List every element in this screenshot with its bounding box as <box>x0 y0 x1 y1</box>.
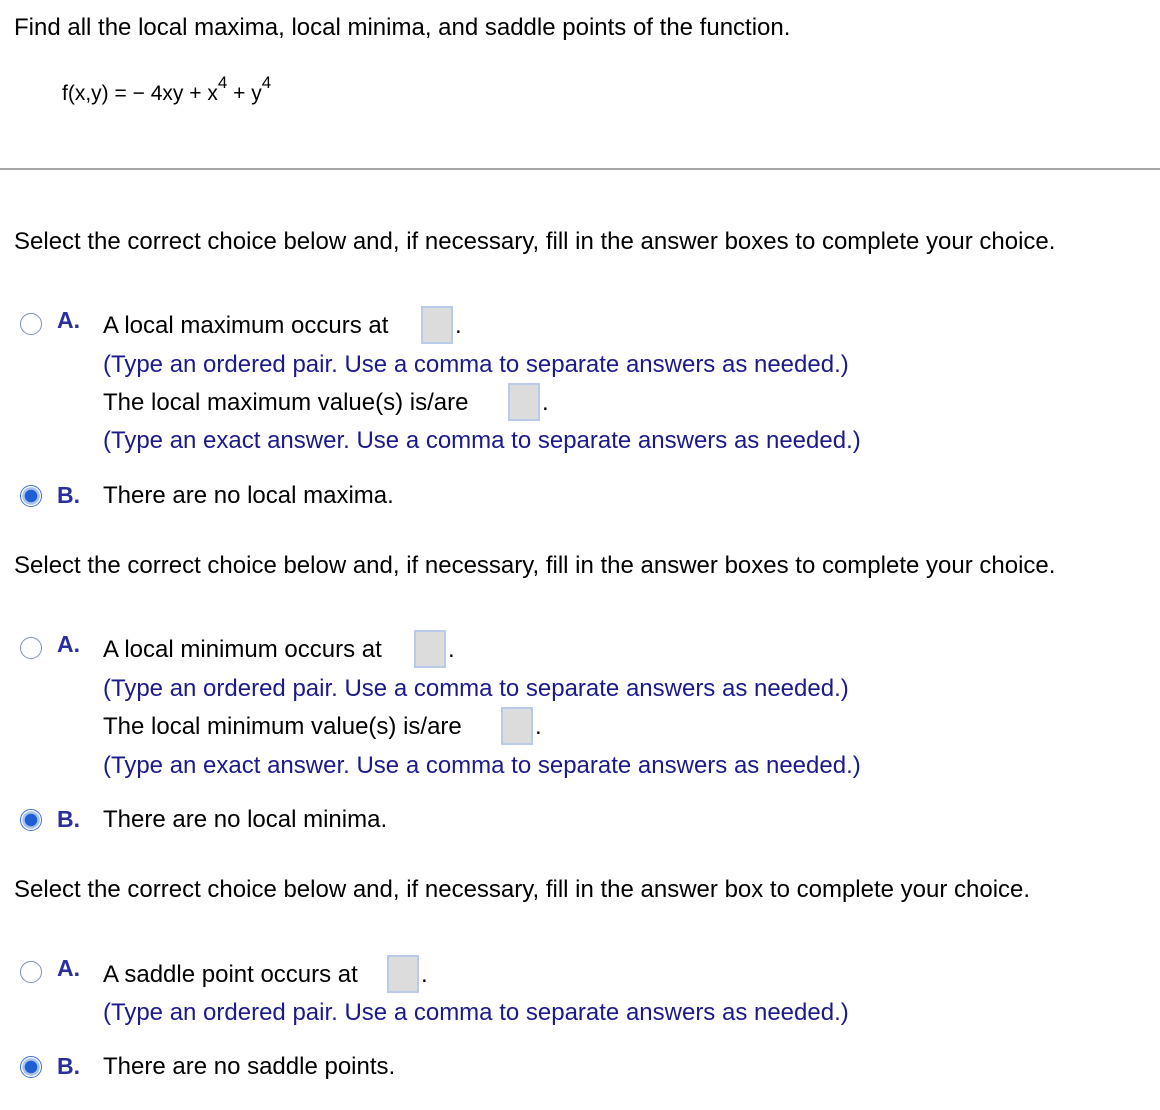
part1-choice-a-radio[interactable] <box>20 313 42 335</box>
part3-choice-a-hint1: (Type an ordered pair. Use a comma to separate answers as needed.) <box>103 999 849 1026</box>
part1-choice-a-letter: A. <box>57 307 80 333</box>
period: . <box>455 312 462 339</box>
part2-instruction: Select the correct choice below and, if necessary, fill in the answer boxes to complete your choice. <box>14 552 1056 579</box>
formula-exp2: 4 <box>261 73 272 92</box>
formula-exp1: 4 <box>217 73 228 92</box>
part1-choice-b-text: There are no local maxima. <box>103 482 394 509</box>
part3-choice-a-letter: A. <box>57 955 80 981</box>
part2-choice-a-line2: The local minimum value(s) is/are <box>103 713 462 740</box>
part2-choice-b-letter: B. <box>57 806 80 832</box>
part1-choice-a-hint2: (Type an exact answer. Use a comma to separate answers as needed.) <box>103 427 861 454</box>
function-formula <box>62 73 272 106</box>
period: . <box>448 636 455 663</box>
formula-lhs: f(x,y) = <box>62 82 127 105</box>
period: . <box>421 961 428 988</box>
question-prompt: Find all the local maxima, local minima, and saddle points of the function. <box>14 14 791 41</box>
part2-local-min-point-input[interactable] <box>414 630 446 668</box>
part1-choice-a-line2: The local maximum value(s) is/are <box>103 389 469 416</box>
part2-local-min-value-input[interactable] <box>501 707 533 745</box>
part2-choice-a-hint1: (Type an ordered pair. Use a comma to separate answers as needed.) <box>103 675 849 702</box>
part3-choice-b-text: There are no saddle points. <box>103 1053 396 1080</box>
part1-choice-b-letter: B. <box>57 482 80 508</box>
part1-instruction: Select the correct choice below and, if necessary, fill in the answer boxes to complete your choice. <box>14 228 1056 255</box>
period: . <box>535 713 542 740</box>
part2-choice-b-radio[interactable] <box>20 809 42 831</box>
part1-local-max-value-input[interactable] <box>508 383 540 421</box>
formula-term2: + y <box>227 82 262 105</box>
part1-choice-a-hint1: (Type an ordered pair. Use a comma to separate answers as needed.) <box>103 351 849 378</box>
part3-choice-b-letter: B. <box>57 1053 80 1079</box>
part1-local-max-point-input[interactable] <box>421 306 453 344</box>
part2-choice-a-hint2: (Type an exact answer. Use a comma to separate answers as needed.) <box>103 752 861 779</box>
part2-choice-a-line1: A local minimum occurs at <box>103 636 382 663</box>
part1-choice-a-line1: A local maximum occurs at <box>103 312 389 339</box>
period: . <box>542 389 549 416</box>
part3-instruction: Select the correct choice below and, if necessary, fill in the answer box to complete your choice. <box>14 876 1031 903</box>
formula-minus: − <box>132 82 145 105</box>
part2-choice-b-text: There are no local minima. <box>103 806 388 833</box>
part1-choice-b-radio[interactable] <box>20 485 42 507</box>
part3-choice-a-radio[interactable] <box>20 961 42 983</box>
formula-term1: 4xy + x <box>150 82 218 105</box>
part2-choice-a-radio[interactable] <box>20 637 42 659</box>
part3-choice-b-radio[interactable] <box>20 1056 42 1078</box>
part3-choice-a-line1: A saddle point occurs at <box>103 961 358 988</box>
part2-choice-a-letter: A. <box>57 631 80 657</box>
section-divider <box>0 168 1160 170</box>
part3-saddle-point-input[interactable] <box>387 955 419 993</box>
